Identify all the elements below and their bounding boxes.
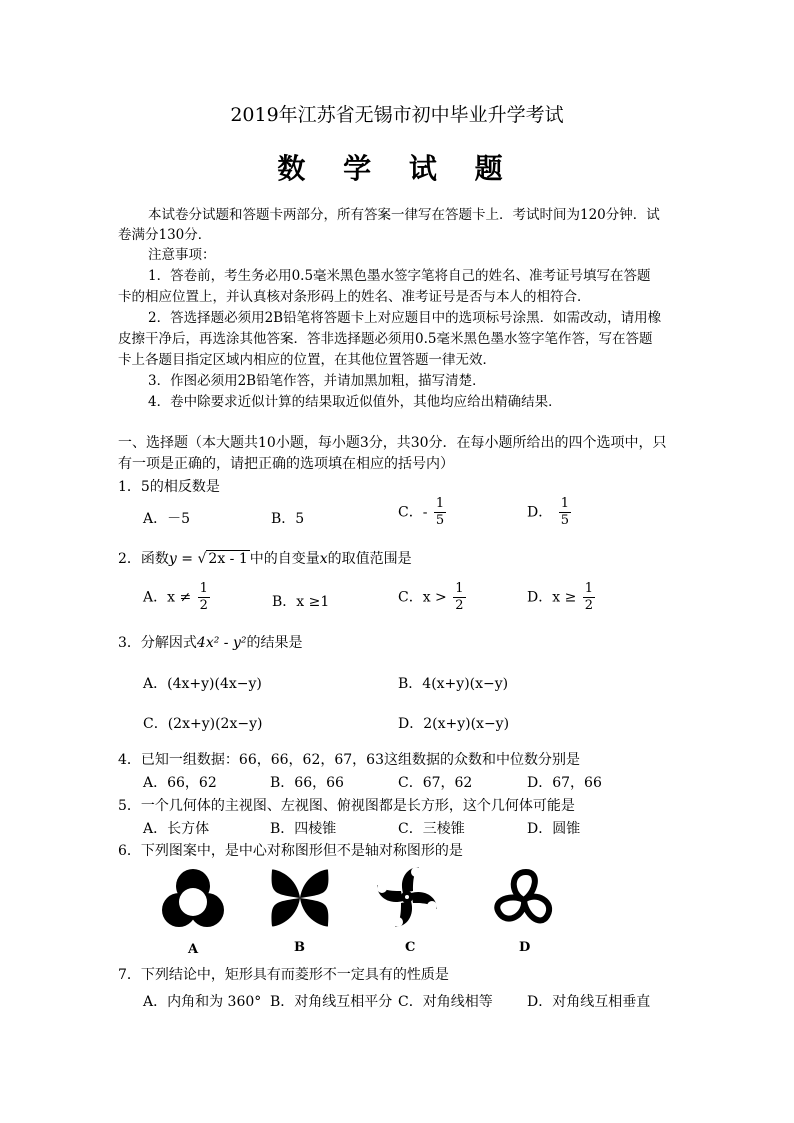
q2-option-d-prefix: D．x ≥ — [527, 589, 577, 606]
q6-figure-d — [490, 866, 558, 932]
q6-label-a: A — [188, 942, 199, 957]
numerator: 1 — [199, 581, 208, 596]
exam-subject-title: 数 学 试 题 — [277, 152, 517, 185]
q2-option-a-fraction — [198, 581, 210, 614]
q3-stem — [118, 632, 303, 652]
numerator: 1 — [435, 496, 445, 511]
q6-label-b: B — [294, 940, 305, 955]
q4-option-a: A．66，62 — [143, 775, 217, 791]
exam-title: 2019年江苏省无锡市初中毕业升学考试 — [230, 104, 564, 126]
section-heading-line-2: 有一项是正确的，请把正确的选项填在相应的括号内） — [118, 456, 454, 472]
q2-var: x — [319, 551, 328, 567]
q2-option-c-fraction — [453, 581, 465, 614]
q2-func-lhs: y — [168, 551, 177, 567]
intro-line-2: 卷满分130分． — [118, 227, 212, 243]
notice-3: 3．作图必须用2B铅笔作答，并请加黑加粗，描写清楚． — [148, 373, 486, 389]
q4-option-d: D．67，66 — [527, 775, 602, 791]
q2-option-a-prefix: A．x ≠ — [143, 589, 192, 606]
q5-option-c: C．三棱锥 — [398, 821, 465, 837]
denominator: 2 — [455, 598, 464, 613]
q3-stem-suffix: 的结果是 — [246, 635, 303, 651]
q2-sqrt-radicand: 2x - 1 — [208, 551, 248, 567]
notice-2-line-1: 2．答选择题必须用2B铅笔将答题卡上对应题目中的选项标号涂黑．如需改动，请用橡 — [148, 310, 662, 326]
q1-option-d — [527, 496, 573, 529]
q6-label-c: C — [405, 940, 416, 955]
q2-stem-suffix: 中的自变量 — [249, 551, 320, 567]
q1-option-d-prefix: D． — [527, 504, 553, 521]
q7-option-b: B．对角线互相平分 — [270, 994, 393, 1010]
notice-heading: 注意事项： — [148, 247, 216, 263]
notice-1-line-2: 卡的相应位置上，并认真核对条形码上的姓名、准考证号是否与本人的相符合． — [118, 289, 591, 305]
denominator: 2 — [584, 598, 594, 613]
q1-stem: 1．5的相反数是 — [118, 479, 220, 495]
numerator: 1 — [455, 581, 464, 596]
q7-option-d: D．对角线互相垂直 — [527, 994, 651, 1010]
numerator: 1 — [560, 496, 569, 511]
q7-option-a: A．内角和为 360° — [143, 994, 262, 1010]
q4-stem: 4．已知一组数据：66，66，62，67，63这组数据的众数和中位数分别是 — [118, 752, 580, 768]
numerator: 1 — [584, 581, 594, 596]
notice-1-line-1: 1．答卷前，考生务必用0.5毫米黑色墨水签字笔将自己的姓名、准考证号填写在答题 — [148, 268, 651, 284]
section-heading-line-1: 一、选择题（本大题共10小题，每小题3分，共30分．在每小题所给出的四个选项中，只 — [118, 435, 667, 451]
q4-option-c: C．67，62 — [398, 775, 473, 791]
q6-label-d: D — [519, 940, 531, 955]
q2-option-c — [398, 581, 468, 614]
q6-figure-b — [268, 866, 332, 930]
q7-option-c: C．对角线相等 — [398, 994, 493, 1010]
q1-option-c-prefix: C．- — [398, 504, 428, 521]
q7-stem: 7．下列结论中，矩形具有而菱形不一定具有的性质是 — [118, 967, 449, 983]
q5-stem: 5．一个几何体的主视图、左视图、俯视图都是长方形，这个几何体可能是 — [118, 798, 575, 814]
q3-option-d: D．2(x+y)(x−y) — [398, 716, 510, 732]
q3-option-c: C．(2x+y)(2x−y) — [143, 716, 263, 732]
q1-option-c — [398, 496, 448, 529]
q4-option-b: B．66，66 — [270, 775, 344, 791]
q3-option-b: B．4(x+y)(x−y) — [398, 676, 509, 692]
q1-option-d-fraction — [559, 496, 571, 529]
q5-option-a: A．长方体 — [143, 821, 210, 837]
q2-option-a — [143, 581, 212, 614]
q3-expression: 4x² - y² — [196, 635, 247, 651]
q2-option-d-fraction — [583, 581, 595, 614]
denominator: 5 — [560, 513, 569, 528]
q1-option-a: A．－5 — [143, 511, 191, 527]
denominator: 5 — [435, 513, 445, 528]
q6-figure-a — [160, 866, 226, 932]
q1-option-b: B．5 — [271, 511, 305, 527]
q2-option-d — [527, 581, 597, 614]
notice-2-line-2: 皮擦干净后，再选涂其他答案．答非选择题必须用0.5毫米黑色墨水签字笔作答，写在答题 — [118, 331, 653, 347]
q2-func-eq: = — [181, 551, 194, 567]
intro-line-1: 本试卷分试题和答题卡两部分，所有答案一律写在答题卡上．考试时间为120分钟．试 — [148, 207, 660, 223]
q5-option-b: B．四棱锥 — [270, 821, 337, 837]
denominator: 2 — [199, 598, 208, 613]
q6-figure-c — [374, 864, 440, 930]
q6-stem: 6．下列图案中，是中心对称图形但不是轴对称图形的是 — [118, 843, 463, 859]
q2-option-b: B．x ≥1 — [272, 594, 330, 610]
q1-option-c-fraction — [434, 496, 446, 529]
notice-4: 4．卷中除要求近似计算的结果取近似值外，其他均应给出精确结果． — [148, 394, 562, 410]
q2-option-c-prefix: C．x > — [398, 589, 447, 606]
q5-option-d: D．圆锥 — [527, 821, 581, 837]
q2-stem-prefix: 2．函数 — [118, 551, 169, 567]
q2-stem: 2．函数y = √ 2x - 1 中的自变量x的取值范围是 — [118, 551, 412, 567]
q2-stem-end: 的取值范围是 — [327, 551, 412, 567]
q3-option-a: A．(4x+y)(4x−y) — [143, 676, 262, 692]
q3-stem-prefix: 3．分解因式 — [118, 635, 197, 651]
notice-2-line-3: 卡上各题目指定区域内相应的位置，在其他位置答题一律无效． — [118, 352, 496, 368]
